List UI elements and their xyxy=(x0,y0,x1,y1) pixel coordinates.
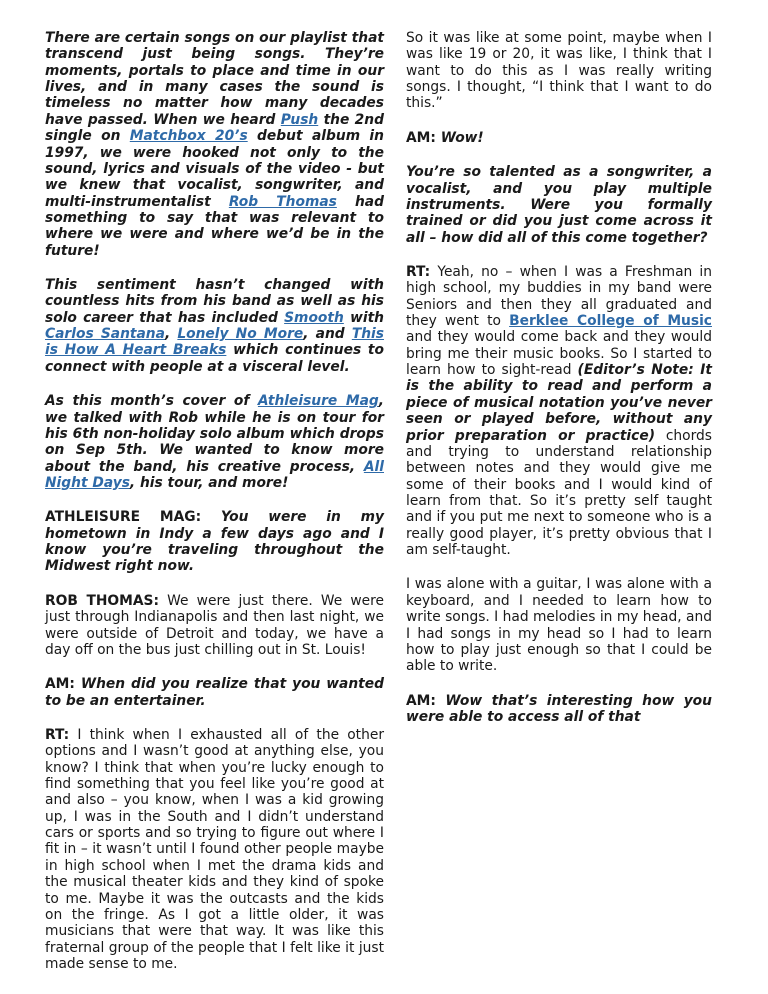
link-lonely-no-more[interactable]: Lonely No More xyxy=(177,326,304,343)
question-5-text: Wow that’s interesting how you were able to access all of that xyxy=(406,692,712,725)
question-4-text: You’re so talented as a songwriter, a vocalist, and you play multiple instruments. Were you formally trained or did you just come across it all – how did all of this come together? xyxy=(406,164,712,246)
intro-paragraph-3 xyxy=(45,393,384,491)
intro-2-text-b: with xyxy=(343,309,384,326)
answer-2-continued xyxy=(406,30,712,112)
intro-1-text-b: the 2nd single on xyxy=(45,111,384,145)
answer-2-text: I think when I exhausted all of the other options and I wasn’t good at anything else, you know? I think that when you’re lucky enough to find something that you feel like you’re good at and also – you know, when I was a kid growing up, I was in the South and I didn’t understand cars or sports and so trying to figure out where I fit in – it wasn’t until I found other people maybe in high school when I met the drama kids and the musical theater kids and they kind of spoke to me. Maybe it was the outcasts and the kids on the fringe. As I got a little older, it was musicians that were that way. It was like this fraternal group of the people that I felt like it just made sense to me. xyxy=(45,726,384,972)
editors-note: (Editor’s Note: It is the ability to read and perform a piece of musical notation you’ve never seen or played before, without any prior preparation or practice) xyxy=(406,362,712,444)
question-2-text: When did you realize that you wanted to be an entertainer. xyxy=(45,676,384,709)
link-rob-thomas[interactable]: Rob Thomas xyxy=(228,193,337,210)
intro-1-text-d: had something to say that was relevant to where we were and where we’d be in the future! xyxy=(45,193,384,259)
question-3 xyxy=(406,130,712,146)
answer-4b-text: I was alone with a guitar, I was alone with a keyboard, and I needed to learn how to write songs. I had melodies in my head, and I had songs in my head so I had to learn how to play just enough so that I could be able to write. xyxy=(406,576,712,675)
intro-1-text-a: There are certain songs on our playlist that transcend just being songs. They’re moments, portals to place and time in our lives, and in many cases the sound is timeless no matter how many decades have passed. When we heard xyxy=(45,30,384,128)
intro-2-text-c: , xyxy=(164,326,178,343)
intro-1-text-c: debut album in 1997, we were hooked not only to the sound, lyrics and visuals of the video - but we knew that vocalist, songwriter, and multi-instrumentalist xyxy=(45,128,384,210)
link-push[interactable]: Push xyxy=(280,111,319,128)
answer-1 xyxy=(45,593,384,658)
intro-2-text-e: which continues to connect with people at a visceral level. xyxy=(45,342,385,375)
question-1 xyxy=(45,509,384,574)
intro-paragraph-1 xyxy=(45,30,384,259)
answer-4-text-a: Yeah, no – when I was a Freshman in high school, my buddies in my band were Seniors and then they all graduated and they went to xyxy=(406,263,712,330)
answer-4-continued xyxy=(406,576,712,674)
question-4 xyxy=(406,164,712,246)
answer-4 xyxy=(406,264,712,558)
link-matchbox-20[interactable]: Matchbox 20’s xyxy=(129,128,248,145)
intro-3-text-c: , his tour, and more! xyxy=(129,474,289,491)
speaker-rob-thomas: ROB THOMAS: xyxy=(45,592,160,609)
question-1-text: You were in my hometown in Indy a few days ago and I know you’re traveling throughout the Midwest right now. xyxy=(45,509,384,575)
answer-2b-text: So it was like at some point, maybe when I was like 19 or 20, it was like, I think that I want to do this as I was really writing songs. I thought, “I think that I want to do this.” xyxy=(406,30,712,112)
question-2 xyxy=(45,676,384,709)
link-carlos-santana[interactable]: Carlos Santana xyxy=(45,326,165,343)
intro-2-text-d: , and xyxy=(303,326,352,343)
question-3-text: Wow! xyxy=(435,129,484,146)
speaker-am: AM: xyxy=(406,692,436,709)
speaker-am: AM: xyxy=(45,676,75,693)
link-athleisure-mag[interactable]: Athleisure Mag xyxy=(257,393,379,410)
left-column xyxy=(45,30,384,990)
speaker-rt: RT: xyxy=(45,726,70,743)
speaker-athleisure-mag: ATHLEISURE MAG: xyxy=(45,509,202,526)
link-all-night-days[interactable]: All Night Days xyxy=(45,458,384,491)
right-column xyxy=(406,30,712,743)
intro-paragraph-2 xyxy=(45,277,384,375)
link-smooth[interactable]: Smooth xyxy=(284,309,344,326)
answer-4-text-c: chords and trying to understand relationship between notes and they would give me some of their books and I would kind of learn from that. So it’s pretty self taught and if you put me next to someone who is a really good player, it’s pretty obvious that I am self-taught. xyxy=(406,427,712,559)
intro-2-text-a: This sentiment hasn’t changed with countless hits from his band as well as his solo career that has included xyxy=(45,277,384,326)
link-this-is-how-a-heart-breaks[interactable]: This is How A Heart Breaks xyxy=(45,326,384,359)
answer-1-text: We were just there. We were just through Indianapolis and then last night, we were outside of Detroit and today, we have a day off on the bus just chilling out in St. Louis! xyxy=(45,592,384,658)
speaker-rt: RT: xyxy=(406,263,431,280)
speaker-am: AM: xyxy=(406,129,436,146)
question-5 xyxy=(406,693,712,726)
intro-3-text-a: As this month’s cover of xyxy=(45,393,258,410)
link-berklee-college-of-music[interactable]: Berklee College of Music xyxy=(509,313,712,330)
intro-3-text-b: , we talked with Rob while he is on tour for his 6th non-holiday solo album which drops on Sep 5th. We wanted to know more about the band, his creative process, xyxy=(45,393,385,475)
answer-2 xyxy=(45,727,384,972)
answer-4-text-b: and they would come back and they would bring me their music books. So I started to learn how to sight-read xyxy=(406,329,712,379)
